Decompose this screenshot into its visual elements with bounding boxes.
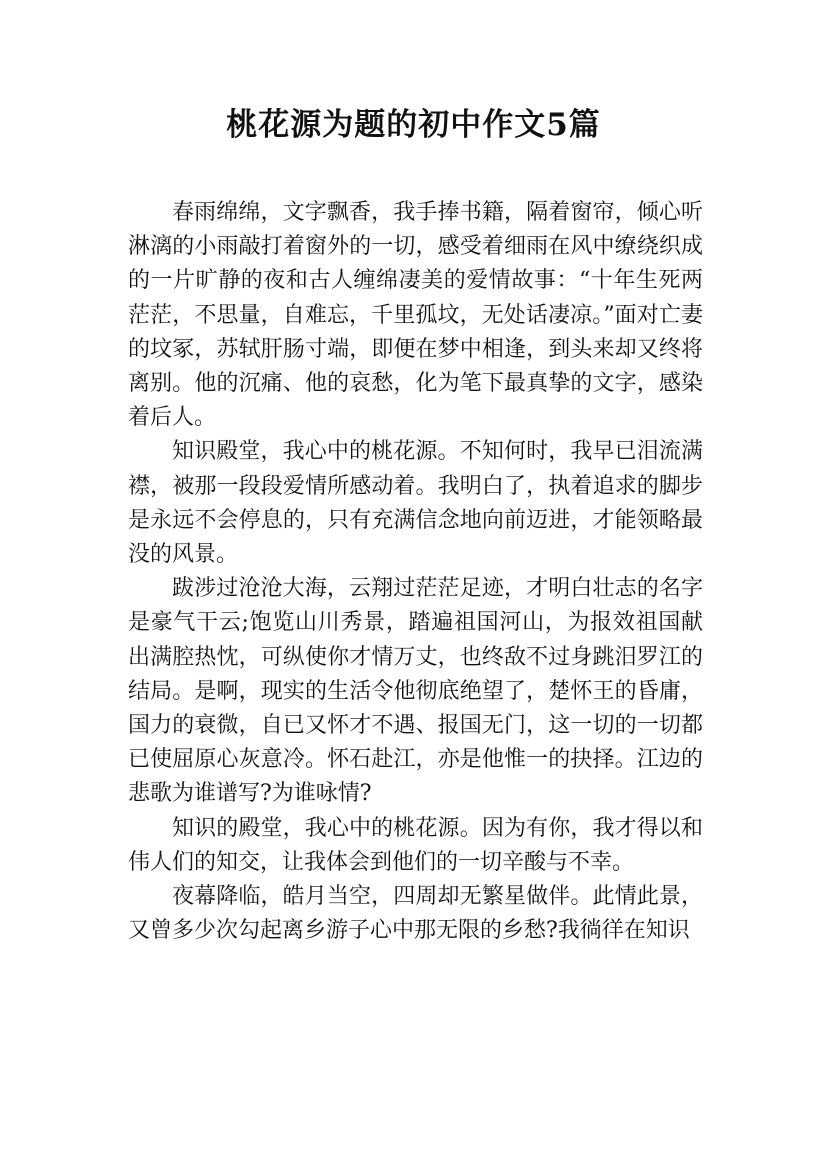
paragraph-5: 夜幕降临，皓月当空，四周却无繁星做伴。此情此景，又曾多少次勾起离乡游子心中那无限的乡愁?我徜徉在知识 (128, 884, 703, 944)
paragraph-2: 知识殿堂，我心中的桃花源。不知何时，我早已泪流满襟，被那一段段爱情所感动着。我明白了，执着追求的脚步是永远不会停息的，只有充满信念地向前迈进，才能领略最没的风景。 (128, 439, 703, 568)
document-title: 桃花源为题的初中作文5篇 (226, 107, 601, 143)
paragraph-3: 跋涉过沧沧大海，云翔过茫茫足迹，才明白壮志的名字是豪气干云;饱览山川秀景，踏遍祖国河山，为报效祖国献出满腔热忱，可纵使你才情万丈，也终敌不过身跳汨罗江的结局。是啊，现实的生活令他彻底绝望了，楚怀王的昏庸，国力的衰微，自已又怀才不遇、报国无门，这一切的一切都已使屈原心灰意冷。怀石赴江，亦是他惟一的抉择。江边的悲歌为谁谱写?为谁咏情? (128, 576, 703, 807)
paragraph-1: 春雨绵绵，文字飘香，我手捧书籍，隔着窗帘，倾心听淋漓的小雨敲打着窗外的一切，感受着细雨在风中缭绕织成的一片旷静的夜和古人缠绵凄美的爱情故事：“十年生死两茫茫，不思量，自难忘，千里孤坟，无处话凄凉。”面对亡妻的坟冢，苏轼肝肠寸端，即便在梦中相逢，到头来却又终将离别。他的沉痛、他的哀愁，化为笔下最真挚的文字，感染着后人。 (128, 200, 703, 431)
paragraph-4: 知识的殿堂，我心中的桃花源。因为有你，我才得以和伟人们的知交，让我体会到他们的一切辛酸与不幸。 (128, 815, 703, 875)
document-body (128, 196, 703, 948)
